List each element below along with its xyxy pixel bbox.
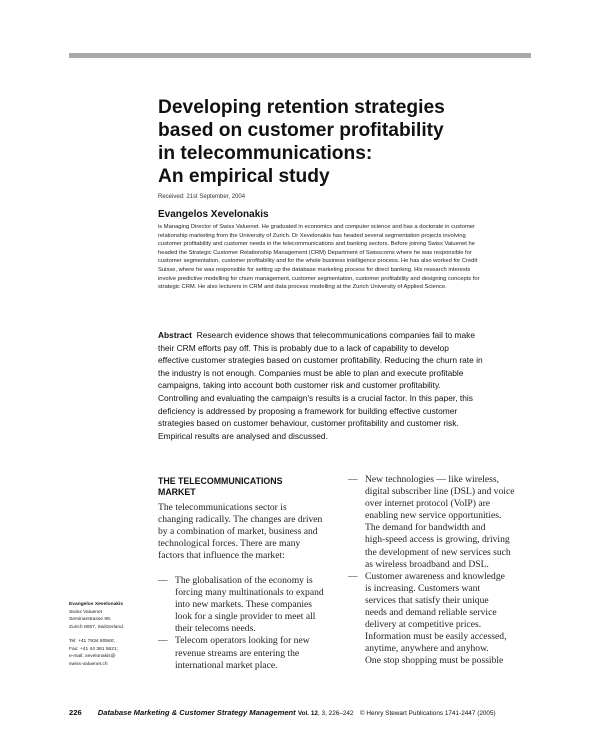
author-contact-sidebar [69,601,149,669]
section-heading [158,476,338,498]
abstract-line: Controlling and evaluating the campaign's results is a crucial factor. In this paper, this [158,392,473,403]
item-line: The globalisation of the economy is [175,575,313,586]
page-number: 226 [69,708,82,717]
bio-line: involve predictive modelling for churn management, customer segmentation, customer profitability and designing concepts for [158,275,480,282]
list-dash: — [348,570,358,582]
intro-line: changing radically. The changes are driven [158,514,323,526]
bio-line: customer segmentation, customer profitability and for the whole business intelligence process. He has also worked for Credit [158,258,478,265]
list-item [348,571,538,668]
author-name: Evangelos Xevelonakis [158,209,269,220]
abstract-line: Empirical results are analysed and discussed. [158,430,328,441]
sidebar-line: Tel: +41 7934 80560; [69,638,115,644]
intro-line: technological forces. There are many [158,538,301,550]
section-heading-line: MARKET [158,487,196,497]
item-line: One stop shopping must be possible [365,655,504,667]
abstract-line: effective customer strategies based on customer profitability. Reducing the churn rate in [158,355,483,366]
item-line: digital subscriber line (DSL) and voice [365,486,515,498]
intro-line: factors that influence the market: [158,550,285,562]
title-line: based on customer profitability [158,120,444,141]
sidebar-line: swiss-valuenet.ch [69,661,108,667]
header-rule [69,53,531,58]
page-footer [69,708,496,717]
item-line: New technologies — like wireless, [365,474,500,485]
bio-line: strategic CRM. He also lecturers in CRM and data process modelling at the Zurich University of Applied Science. [158,284,447,291]
item-line: is increasing. Customers want [365,582,481,594]
item-line: their telecoms needs. [175,623,256,635]
bio-line: customer profitability and customer needs in the telecommunications and banking sectors. Before joining Swiss Valuenet he [158,241,475,248]
item-line: Telecom operators looking for new [175,635,310,647]
right-column-list [348,474,538,668]
publisher-notice: © Henry Stewart Publications 1741-2447 (2005) [359,710,496,717]
item-line: over internet protocol (VoIP) are [365,498,491,510]
abstract-line: campaigns, taking into account both customer risk and customer profitability. [158,380,441,391]
item-line: into new markets. These companies [175,599,313,611]
item-line: anytime, anywhere and anyhow. [365,643,489,655]
title-line: Developing retention strategies [158,97,445,118]
item-line: high-speed access is growing, driving [365,534,510,546]
bio-line: Suisse, where he was responsible for setting up the database marketing process for direct banking. His research interests [158,266,471,273]
abstract [158,329,530,442]
journal-volume: Vol. 12 [297,710,318,717]
intro-line: The telecommunications sector is [158,502,287,513]
author-bio [158,223,533,292]
item-line: the development of new services such [365,546,511,558]
bio-line: is Managing Director of Swiss Valuenet. He graduated in economics and computer science and has a doctorate in customer [158,224,475,230]
item-line: delivery at competitive prices. [365,619,482,631]
left-column-list [158,575,338,672]
journal-name: Database Marketing & Customer Strategy Management [97,708,296,717]
item-line: services that satisfy their unique [365,594,489,606]
sidebar-line: Swiss Valuenet [69,609,103,615]
article-title [158,96,538,188]
abstract-first-line [158,329,530,342]
item-line: enabling new service opportunities. [365,510,502,522]
sidebar-line: e-mail: xevelonakis@ [69,654,116,660]
intro-paragraph [158,502,330,562]
abstract-line: deficiency is addressed by proposing a framework for building effective customer [158,405,458,416]
item-line: as wireless broadband and DSL. [365,558,489,570]
received-date: Received: 21st September, 2004 [158,194,246,200]
abstract-line: their CRM efforts pay off. This is probably due to a lack of capability to develop [158,342,449,353]
list-dash: — [158,575,168,586]
item-line: international market place. [175,659,278,671]
abstract-label: Abstract [158,330,192,340]
bio-line: relationship marketing from the University of Zurich. Dr Xevelonakis has headed several segmentation projects involving [158,232,466,239]
title-line: An empirical study [158,166,330,187]
list-dash: — [348,474,358,485]
item-line: forcing many multinationals to expand [175,587,324,599]
list-item [158,635,338,671]
list-item [348,474,538,571]
section-heading-line: THE TELECOMMUNICATIONS [158,476,283,486]
list-item [158,575,338,635]
intro-line: by a combination of market, business and [158,526,318,538]
abstract-line: Research evidence shows that telecommunications companies fail to make [196,330,476,340]
sidebar-name: Evangelos Xevelonakis [69,602,124,607]
title-line: in telecommunications: [158,143,373,164]
sidebar-line: Zurich 8057, Switzerland. [69,625,125,631]
abstract-line: strategies based on customer behaviour, customer profitability and customer risk. [158,418,459,429]
sidebar-line: Seminarstrasse 99, [69,617,112,623]
item-line: Customer awareness and knowledge [365,570,505,582]
sidebar-line: Fax: +41 44 361 5621; [69,646,119,652]
item-line: look for a single provider to meet all [175,611,316,623]
abstract-line: the industry is not enough. Companies must be able to plan and execute profitable [158,367,464,378]
item-line: The demand for bandwidth and [365,522,486,534]
journal-issue: , 3, 226–242 [317,710,354,717]
item-line: revenue streams are entering the [175,647,300,659]
item-line: Information must be easily accessed, [365,631,507,643]
bio-line: headed the Strategic Customer Relationship Management (CRM) Department of Swisscoms where he was responsible for [158,249,472,256]
list-dash: — [158,635,168,647]
item-line: needs and demand reliable service [365,607,497,619]
